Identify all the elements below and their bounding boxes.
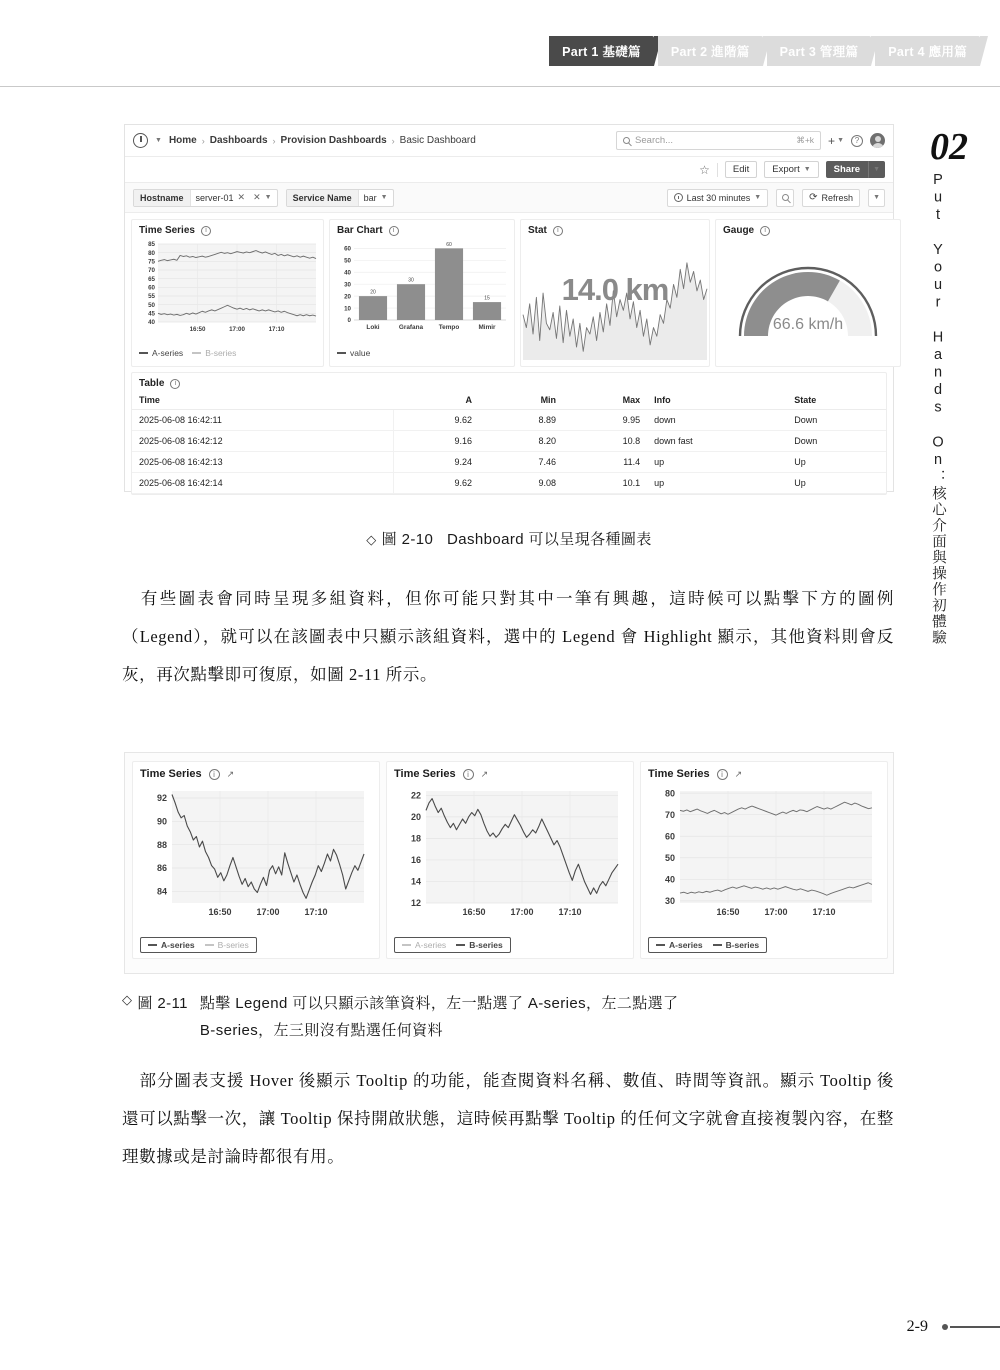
panel-time-series[interactable]: [131, 219, 324, 367]
favorite-star-icon[interactable]: ☆: [699, 162, 710, 177]
table-cell: Down: [787, 410, 886, 431]
svg-text:17:00: 17:00: [764, 907, 788, 917]
data-table: [132, 391, 886, 494]
svg-text:30: 30: [408, 277, 414, 284]
svg-text:17:10: 17:10: [268, 326, 285, 334]
table-cell: 2025-06-08 16:42:12: [132, 431, 394, 452]
legend-label: value: [350, 348, 371, 358]
table-cell: Down: [787, 431, 886, 452]
svg-text:18: 18: [410, 833, 421, 844]
paragraph-tooltip: 部分圖表支援 Hover 後顯示 Tooltip 的功能，能查閱資料名稱、數值、時間等資訊。顯示 Tooltip 後還可以點擊一次，讓 Tooltip 保持開啟狀態，這時候再點擊 Tooltip 的任何文字就會直接複製內容，在整理數據或是討論時都很有用。: [122, 1071, 894, 1166]
svg-text:65: 65: [148, 275, 155, 283]
table-column-header[interactable]: Time: [132, 391, 394, 410]
panel-title: Bar Chart: [337, 225, 383, 236]
table-column-header[interactable]: Info: [647, 391, 787, 410]
table-column-header[interactable]: State: [787, 391, 886, 410]
search-icon: [623, 137, 630, 144]
info-icon[interactable]: i: [170, 379, 180, 389]
table-header-row: [132, 391, 886, 410]
refresh-icon: ⟳: [809, 192, 818, 203]
breadcrumb-item-basic-dashboard[interactable]: Basic Dashboard: [399, 135, 476, 146]
caption-marker-icon: ◇: [366, 532, 377, 547]
part-tab-3[interactable]: [767, 36, 872, 66]
page-number: 2-9: [906, 1318, 928, 1335]
svg-text:90: 90: [156, 816, 167, 827]
chevron-down-icon: ▼: [873, 166, 880, 173]
legend-label: A-series: [669, 940, 703, 950]
svg-text:12: 12: [410, 898, 421, 909]
chevron-down-icon[interactable]: ▼: [264, 194, 272, 201]
dashboard-action-bar: [125, 157, 893, 183]
table-cell: 8.89: [479, 410, 563, 431]
panel-title: Time Series: [394, 768, 456, 780]
help-icon[interactable]: ?: [851, 135, 863, 147]
filter-service-name[interactable]: [286, 189, 394, 207]
legend-label: B-series: [205, 348, 237, 358]
table-cell: 9.95: [563, 410, 647, 431]
clear-filter-icon[interactable]: ✕: [253, 192, 261, 202]
legend-item-b-series[interactable]: [713, 940, 760, 950]
chevron-down-icon: ▼: [754, 194, 762, 201]
breadcrumb-separator: ›: [201, 135, 205, 146]
export-button[interactable]: [764, 161, 818, 178]
svg-text:Mimir: Mimir: [478, 324, 496, 331]
table-cell: up: [647, 473, 787, 494]
panel-bar-chart[interactable]: [329, 219, 515, 367]
part-tab-label: Part 1 基礎篇: [562, 45, 641, 59]
svg-text:60: 60: [344, 245, 351, 253]
info-icon[interactable]: i: [389, 226, 399, 236]
chevron-down-icon[interactable]: ▼: [155, 137, 162, 144]
table-column-header[interactable]: Min: [479, 391, 563, 410]
table-row[interactable]: [132, 410, 886, 431]
add-menu-button[interactable]: + ▼: [828, 133, 844, 148]
external-link-icon[interactable]: ↗: [480, 768, 489, 779]
stat-value: 14.0 km: [561, 272, 669, 307]
svg-text:40: 40: [148, 319, 155, 327]
svg-text:45: 45: [148, 310, 155, 318]
svg-text:0: 0: [347, 317, 351, 325]
panel-title: Time Series: [140, 768, 202, 780]
dashboard-panels: [125, 213, 893, 367]
refresh-interval-dropdown[interactable]: [868, 189, 885, 207]
legend-item-a-series[interactable]: [148, 940, 195, 950]
table-row[interactable]: [132, 431, 886, 452]
caption-text-line2: B-series，左三則沒有點選任何資料: [199, 1022, 443, 1039]
svg-text:20: 20: [410, 811, 421, 822]
info-icon[interactable]: i: [760, 226, 770, 236]
svg-text:70: 70: [148, 267, 155, 275]
panel-title: Stat: [528, 225, 547, 236]
search-shortcut-hint: ⌘+k: [796, 135, 815, 145]
table-body: [132, 410, 886, 494]
chapter-side-strip: [928, 126, 988, 646]
svg-text:80: 80: [664, 788, 675, 799]
avatar[interactable]: [870, 133, 885, 148]
svg-text:20: 20: [370, 289, 376, 296]
filter-service-name-value-text: bar: [363, 192, 377, 203]
time-series-chart: [394, 783, 626, 933]
filter-hostname-value-text: server-01: [195, 192, 234, 203]
panel-title: Time Series: [139, 225, 195, 236]
breadcrumb-item-provision-dashboards[interactable]: Provision Dashboards: [280, 135, 387, 146]
header-divider: [0, 86, 1000, 87]
svg-text:50: 50: [148, 301, 155, 309]
panel-chart-area: [330, 238, 514, 346]
info-icon[interactable]: i: [553, 226, 563, 236]
time-series-chart: [132, 238, 323, 346]
svg-text:70: 70: [664, 809, 675, 820]
panel-legend: [394, 937, 511, 953]
svg-text:92: 92: [156, 793, 167, 804]
part-tabs-bar: [0, 0, 1000, 88]
svg-text:60: 60: [446, 241, 452, 248]
info-icon[interactable]: i: [463, 769, 474, 780]
panel-title: Table: [139, 378, 165, 389]
table-cell: 9.62: [394, 410, 479, 431]
filter-hostname-label: Hostname: [134, 190, 191, 206]
breadcrumb-item-home[interactable]: Home: [168, 135, 197, 146]
table-cell: 7.46: [479, 452, 563, 473]
table-cell: 2025-06-08 16:42:14: [132, 473, 394, 494]
legend-item-a-series[interactable]: [402, 940, 446, 950]
legend-label: B-series: [469, 940, 503, 950]
svg-text:85: 85: [148, 241, 155, 249]
svg-text:16: 16: [410, 855, 421, 866]
panel-table[interactable]: [131, 372, 887, 495]
chevron-down-icon: ▼: [803, 166, 811, 173]
legend-label: A-series: [161, 940, 195, 950]
legend-label: A-series: [415, 940, 447, 950]
refresh-button[interactable]: [802, 189, 860, 207]
info-icon[interactable]: i: [717, 769, 728, 780]
table-cell: 9.16: [394, 431, 479, 452]
part-tab-label: Part 2 進階篇: [670, 45, 750, 59]
chapter-title: Put Your Hands On：核心介面與操作初體驗: [930, 172, 946, 646]
table-cell: 9.62: [394, 473, 479, 494]
search-input[interactable]: [616, 131, 821, 150]
time-series-panel-group: [125, 753, 893, 967]
refresh-label: Refresh: [821, 192, 854, 203]
table-column-header[interactable]: A: [394, 391, 479, 410]
svg-text:60: 60: [664, 831, 675, 842]
svg-text:88: 88: [156, 839, 167, 850]
svg-text:Tempo: Tempo: [438, 324, 460, 331]
svg-text:17:10: 17:10: [304, 907, 328, 917]
panel-legend: [132, 346, 323, 363]
panel-legend: [140, 937, 257, 953]
legend-item-b-series[interactable]: [192, 348, 236, 358]
legend-label: B-series: [217, 940, 249, 950]
table-cell: Up: [787, 452, 886, 473]
part-tab-2[interactable]: [658, 36, 763, 66]
search-placeholder: Search...: [635, 135, 674, 146]
paragraph-legend-highlight: 有些圖表會同時呈現多組資料，但你可能只對其中一筆有興趣，這時候可以點擊下方的圖例（Legend），就可以在該圖表中只顯示該組資料，選中的 Legend 會 Highlight 顯示，其他資料則會反灰，再次點擊即可復原，如圖 2-11 所示。: [122, 589, 894, 684]
part-tab-4[interactable]: [875, 36, 980, 66]
part-tab-label: Part 4 應用篇: [888, 45, 967, 59]
time-series-chart: [140, 783, 372, 933]
zoom-out-time-range-button[interactable]: [776, 189, 794, 207]
external-link-icon[interactable]: ↗: [734, 768, 743, 779]
svg-text:60: 60: [148, 284, 155, 292]
figure-2-10-dashboard-screenshot: [124, 124, 894, 492]
filter-hostname[interactable]: [133, 189, 278, 207]
caption-number: 圖 2-10: [381, 531, 434, 548]
svg-text:50: 50: [344, 257, 351, 265]
legend-label: A-series: [152, 348, 184, 358]
svg-text:14: 14: [410, 876, 421, 887]
legend-item-b-series[interactable]: [456, 940, 503, 950]
svg-text:16:50: 16:50: [189, 326, 206, 334]
svg-text:16:50: 16:50: [208, 907, 232, 917]
panel-stat[interactable]: [520, 219, 710, 367]
share-dropdown-button[interactable]: [868, 161, 885, 178]
svg-text:16:50: 16:50: [716, 907, 740, 917]
svg-text:40: 40: [664, 874, 675, 885]
table-cell: 9.24: [394, 452, 479, 473]
table-cell: up: [647, 452, 787, 473]
remove-value-icon[interactable]: ✕: [237, 192, 246, 202]
dashboard-topbar: [125, 125, 893, 157]
dashboard-filter-bar: [125, 183, 893, 213]
chapter-number: 02: [930, 126, 968, 168]
table-cell: 10.8: [563, 431, 647, 452]
time-series-chart: [648, 783, 880, 933]
time-range-picker[interactable]: [667, 189, 768, 207]
legend-label: B-series: [725, 940, 760, 950]
table-cell: 2025-06-08 16:42:11: [132, 410, 394, 431]
filter-hostname-value[interactable]: [191, 190, 277, 206]
legend-item-a-series[interactable]: [656, 940, 703, 950]
svg-text:84: 84: [156, 886, 167, 897]
panel-title: Time Series: [648, 768, 710, 780]
gauge-chart: [716, 238, 900, 364]
table-cell: 2025-06-08 16:42:13: [132, 452, 394, 473]
caption-number: 圖 2-11: [137, 995, 188, 1012]
caption-text: Dashboard 可以呈現各種圖表: [446, 531, 652, 548]
svg-text:86: 86: [156, 863, 167, 874]
table-cell: 9.08: [479, 473, 563, 494]
svg-text:17:00: 17:00: [256, 907, 280, 917]
panel-chart-area: [521, 238, 709, 366]
info-icon[interactable]: i: [201, 226, 211, 236]
figure-2-11-legend-highlight-screenshot: [124, 752, 894, 974]
table-cell: 10.1: [563, 473, 647, 494]
panel-time-series-middle[interactable]: [386, 761, 634, 959]
table-cell: 11.4: [563, 452, 647, 473]
svg-text:17:00: 17:00: [510, 907, 534, 917]
svg-text:30: 30: [664, 895, 675, 906]
panel-time-series-right[interactable]: [640, 761, 888, 959]
gauge-value: 66.6 km/h: [772, 316, 844, 333]
page-marker-dot: [942, 1324, 948, 1330]
panel-title: Gauge: [723, 225, 755, 236]
panel-gauge[interactable]: [715, 219, 901, 367]
table-cell: 8.20: [479, 431, 563, 452]
breadcrumb-item-dashboards[interactable]: Dashboards: [209, 135, 268, 146]
part-tab-1[interactable]: [549, 36, 654, 66]
legend-item-value[interactable]: [337, 348, 370, 358]
svg-text:Grafana: Grafana: [398, 324, 424, 331]
table-cell: down: [647, 410, 787, 431]
share-button[interactable]: Share: [826, 161, 868, 178]
svg-text:55: 55: [148, 293, 155, 301]
filter-service-name-value[interactable]: [359, 190, 393, 206]
divider: [717, 163, 718, 177]
svg-text:75: 75: [148, 258, 155, 266]
panel-legend: [330, 346, 514, 363]
table-row[interactable]: [132, 473, 886, 494]
chevron-down-icon: ▼: [873, 194, 880, 201]
breadcrumb-separator: ›: [391, 135, 395, 146]
part-tabs: [549, 36, 980, 66]
breadcrumb: [169, 135, 476, 146]
table-cell: Up: [787, 473, 886, 494]
svg-text:17:10: 17:10: [558, 907, 582, 917]
legend-item-b-series[interactable]: [205, 940, 249, 950]
panel-time-series-left[interactable]: [132, 761, 380, 959]
svg-text:22: 22: [410, 790, 421, 801]
panel-chart-area: [132, 238, 323, 346]
svg-text:Loki: Loki: [366, 324, 380, 331]
breadcrumb-separator: ›: [272, 135, 276, 146]
svg-text:17:00: 17:00: [229, 326, 245, 334]
caption-text-line1: 點擊 Legend 可以只顯示該筆資料，左一點選了 A-series，左二點選了: [199, 995, 679, 1012]
svg-text:80: 80: [148, 249, 155, 257]
figure-caption-2-11: [122, 992, 902, 1040]
time-range-label: Last 30 minutes: [686, 192, 751, 203]
svg-text:15: 15: [484, 295, 490, 302]
info-icon[interactable]: i: [209, 769, 220, 780]
external-link-icon[interactable]: ↗: [226, 768, 235, 779]
edit-button[interactable]: Edit: [725, 161, 757, 178]
svg-text:16:50: 16:50: [462, 907, 486, 917]
chevron-down-icon[interactable]: ▼: [380, 194, 388, 201]
bar-chart: [330, 238, 514, 346]
part-tab-label: Part 3 管理篇: [779, 45, 859, 59]
table-column-header[interactable]: Max: [563, 391, 647, 410]
svg-text:30: 30: [344, 281, 351, 289]
svg-text:20: 20: [344, 293, 351, 301]
svg-text:50: 50: [664, 852, 675, 863]
grafana-logo-icon[interactable]: [133, 133, 148, 148]
legend-item-a-series[interactable]: [139, 348, 183, 358]
svg-text:17:10: 17:10: [812, 907, 836, 917]
page-marker-line: [950, 1326, 1000, 1328]
zoom-out-icon: [782, 194, 789, 201]
caption-marker-icon: ◇: [122, 992, 133, 1007]
table-row[interactable]: [132, 452, 886, 473]
svg-text:10: 10: [344, 305, 351, 313]
svg-text:40: 40: [344, 269, 351, 277]
panel-chart-area: [716, 238, 900, 366]
table-cell: down fast: [647, 431, 787, 452]
clock-icon: [674, 193, 683, 202]
export-label: Export: [772, 164, 800, 175]
panel-legend: [648, 937, 767, 953]
figure-caption-2-10: [124, 528, 894, 549]
filter-service-name-label: Service Name: [287, 190, 359, 206]
